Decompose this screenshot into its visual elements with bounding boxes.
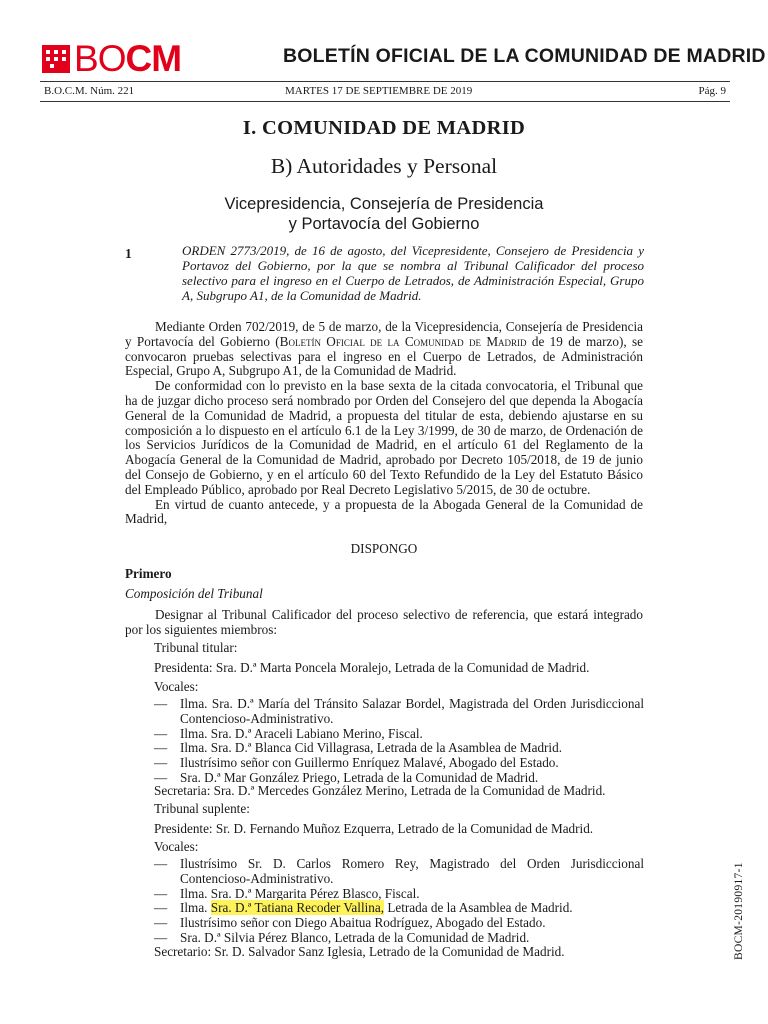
header-rule bbox=[40, 81, 730, 82]
section-heading: I. COMUNIDAD DE MADRID bbox=[242, 117, 526, 139]
preamble bbox=[125, 320, 643, 527]
dispongo-heading: DISPONGO bbox=[350, 541, 418, 556]
secretaria-line: Secretaria: Sra. D.ª Mercedes González Merino, Letrada de la Comunidad de Madrid. bbox=[154, 783, 606, 798]
subsection-heading: B) Autoridades y Personal bbox=[270, 154, 498, 178]
logo-wordmark: BOCM bbox=[74, 38, 182, 79]
list-item: — Ilustrísimo señor con Diego Abaitua Rodríguez, Abogado del Estado. bbox=[154, 915, 546, 931]
page-number: Pág. 9 bbox=[698, 85, 726, 97]
presidenta-line: Presidenta: Sra. D.ª Marta Poncela Moralejo, Letrada de la Comunidad de Madrid. bbox=[154, 660, 590, 675]
document-code: BOCM-20190917-1 bbox=[733, 862, 745, 960]
designation-paragraph: Designar al Tribunal Calificador del proceso selectivo de referencia, que estará integrado por los siguientes miembros: bbox=[125, 607, 643, 637]
titular-vocales-list bbox=[154, 697, 644, 786]
bocm-logo bbox=[42, 40, 181, 77]
list-item: — Ilma. Sra. D.ª María del Tránsito Salazar Bordel, Magistrada del Orden Jurisdiccional Contencioso-Administrativo. bbox=[154, 696, 644, 726]
paragraph-1: Mediante Orden 702/2019, de 5 de marzo, de la Vicepresidencia, Consejería de Presidencia y Portavocía del Gobierno (Boletín Oficial de la Comunidad de Madrid de 19 de marzo), se convocaron pruebas selectivas para el ingreso en el Cuerpo de Letrados, de Administración Especial, Grupo A, Subgrupo A1, de la Comunidad de Madrid. bbox=[125, 319, 643, 379]
list-item: — Ilma. Sra. D.ª Margarita Pérez Blasco, Fiscal. bbox=[154, 885, 420, 901]
madrid-stars-icon bbox=[42, 45, 70, 73]
paragraph-2: De conformidad con lo previsto en la base sexta de la citada convocatoria, el Tribunal que ha de juzgar dicho proceso será nombrado por Orden del Consejero del que dependa la Abogacía General de la Comunidad de Madrid, a propuesta del titular de esta, debiendo ajustarse en su composición a lo dispuesto en el artículo 6.1 de la Ley 3/1999, de 30 de marzo, de Ordenación de los Servicios Jurídicos de la Comunidad de Madrid, en el artículo 61 del Reglamento de la Abogacía General de la Comunidad de Madrid, aprobado por Decreto 105/2018, de 19 de junio del Consejo de Gobierno, y en el artículo 60 del Texto Refundido de la Ley del Estatuto Básico del Empleado Público, aprobado por Real Decreto Legislativo 5/2015, de 30 de octubre. bbox=[125, 378, 643, 497]
list-item: — Ilma. Sra. D.ª Tatiana Recoder Vallina, Letrada de la Asamblea de Madrid. bbox=[154, 900, 573, 916]
highlighted-name: Sra. D.ª Tatiana Recoder Vallina, bbox=[210, 900, 385, 916]
presidente-line: Presidente: Sr. D. Fernando Muñoz Ezquerra, Letrado de la Comunidad de Madrid. bbox=[154, 821, 594, 836]
paragraph-3: En virtud de cuanto antecede, y a propuesta de la Abogada General de la Comunidad de Madrid, bbox=[125, 496, 643, 527]
vocales-label: Vocales: bbox=[154, 679, 199, 694]
vocales-label: Vocales: bbox=[154, 839, 199, 854]
article-subheading: Composición del Tribunal bbox=[125, 586, 263, 601]
order-number: 1 bbox=[125, 246, 132, 261]
list-item: — Ilma. Sra. D.ª Araceli Labiano Merino, Fiscal. bbox=[154, 725, 423, 741]
suplente-vocales-list bbox=[154, 857, 644, 946]
secretario-line: Secretario: Sr. D. Salvador Sanz Iglesia, Letrado de la Comunidad de Madrid. bbox=[154, 944, 565, 959]
titular-heading: Tribunal titular: bbox=[154, 640, 238, 655]
issue-number: B.O.C.M. Núm. 221 bbox=[44, 85, 135, 97]
gazette-title: BOLETÍN OFICIAL DE LA COMUNIDAD DE MADRID bbox=[283, 45, 766, 67]
department-heading: Vicepresidencia, Consejería de Presidencia y Portavocía del Gobierno bbox=[224, 195, 544, 233]
list-item: — Ilustrísimo señor con Guillermo Enríquez Malavé, Abogado del Estado. bbox=[154, 755, 559, 771]
meta-rule bbox=[40, 101, 730, 102]
suplente-heading: Tribunal suplente: bbox=[154, 801, 250, 816]
article-heading: Primero bbox=[125, 566, 172, 581]
list-item: — Ilustrísimo Sr. D. Carlos Romero Rey, Magistrado del Orden Jurisdiccional Contencioso-Administrativo. bbox=[154, 856, 644, 886]
list-item: — Sra. D.ª Silvia Pérez Blanco, Letrada de la Comunidad de Madrid. bbox=[154, 929, 530, 945]
issue-date: MARTES 17 DE SEPTIEMBRE DE 2019 bbox=[285, 85, 473, 97]
list-item: — Sra. D.ª Mar González Priego, Letrada de la Comunidad de Madrid. bbox=[154, 769, 539, 785]
order-summary: ORDEN 2773/2019, de 16 de agosto, del Vicepresidente, Consejero de Presidencia y Portavoz del Gobierno, por la que se nombra al Tribunal Calificador del proceso selectivo para el ingreso en el Cuerpo de Letrados, de Administración Especial, Grupo A, Subgrupo A1, de la Comunidad de Madrid. bbox=[182, 243, 644, 303]
list-item: — Ilma. Sra. D.ª Blanca Cid Villagrasa, Letrada de la Asamblea de Madrid. bbox=[154, 740, 562, 756]
